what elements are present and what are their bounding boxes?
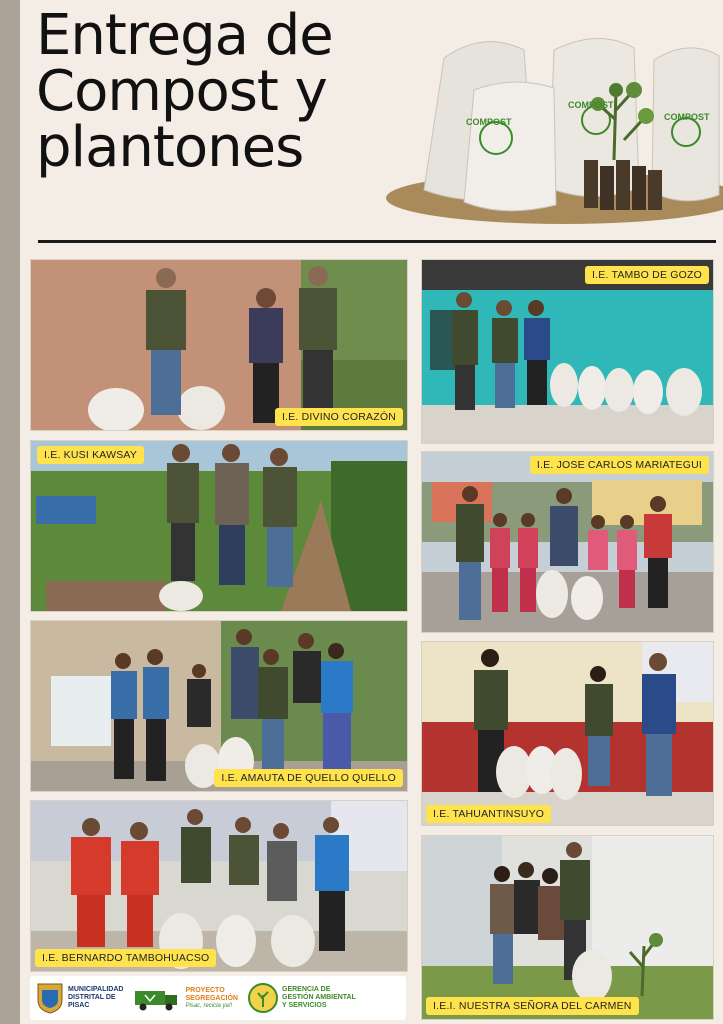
photo-nuestra-senora-del-carmen — [421, 835, 714, 1020]
title-line-2: Compost y — [36, 59, 327, 124]
gerencia-line-2: GESTIÓN AMBIENTAL — [282, 994, 356, 1001]
municipalidad-line-3: PISAC — [68, 1002, 90, 1009]
left-sidebar-strip — [0, 0, 20, 1024]
municipalidad-logo — [36, 982, 123, 1014]
photo-tambo-de-gozo — [421, 259, 714, 444]
photo-amauta-de-quello-quello — [30, 620, 408, 792]
municipalidad-line-1: MUNICIPALIDAD — [68, 986, 124, 993]
footer-logo-bar — [30, 976, 406, 1020]
proyecto-slogan: Pisac, recicla ya!! — [185, 1003, 233, 1009]
photo-jose-carlos-mariategui — [421, 451, 714, 633]
compost-bags-illustration — [384, 20, 723, 230]
municipal-shield-icon — [36, 982, 64, 1014]
photo-label-amauta-de-quello-quello: I.E. AMAUTA DE QUELLO QUELLO — [214, 769, 403, 787]
title-divider — [38, 240, 716, 243]
photo-label-kusi-kawsay: I.E. KUSI KAWSAY — [37, 446, 144, 464]
bag-label-3: COMPOST — [664, 112, 710, 122]
photo-bernardo-tambohuacso — [30, 800, 408, 972]
title-line-3: plantones — [36, 115, 304, 180]
proyecto-line-2: SEGREGACIÓN — [185, 995, 238, 1002]
photo-kusi-kawsay — [30, 440, 408, 612]
recycling-truck-icon — [133, 985, 181, 1011]
environment-emblem-icon — [248, 983, 278, 1013]
title-line-1: Entrega de — [36, 3, 333, 68]
photo-label-divino-corazon: I.E. DIVINO CORAZÓN — [275, 408, 403, 426]
gerencia-line-1: GERENCIA DE — [282, 986, 331, 993]
bag-label-1: COMPOST — [466, 117, 512, 127]
proyecto-line-1: PROYECTO — [185, 987, 225, 994]
photo-tahuantinsuyo — [421, 641, 714, 826]
page-title — [36, 3, 436, 180]
municipalidad-line-2: DISTRITAL DE — [68, 994, 116, 1001]
photo-label-jose-carlos-mariategui: I.E. JOSE CARLOS MARIATEGUI — [530, 456, 709, 474]
photo-label-tambo-de-gozo: I.E. TAMBO DE GOZO — [585, 266, 709, 284]
bag-label-2: COMPOST — [568, 100, 614, 110]
proyecto-segregacion-logo — [133, 985, 238, 1011]
photo-label-nuestra-senora-del-carmen: I.E.I. NUESTRA SEÑORA DEL CARMEN — [426, 997, 639, 1015]
photo-label-tahuantinsuyo: I.E. TAHUANTINSUYO — [426, 805, 551, 823]
photo-label-bernardo-tambohuacso: I.E. BERNARDO TAMBOHUACSO — [35, 949, 216, 967]
gerencia-line-3: Y SERVICIOS — [282, 1002, 327, 1009]
photo-divino-corazon — [30, 259, 408, 431]
gerencia-logo — [248, 983, 356, 1013]
